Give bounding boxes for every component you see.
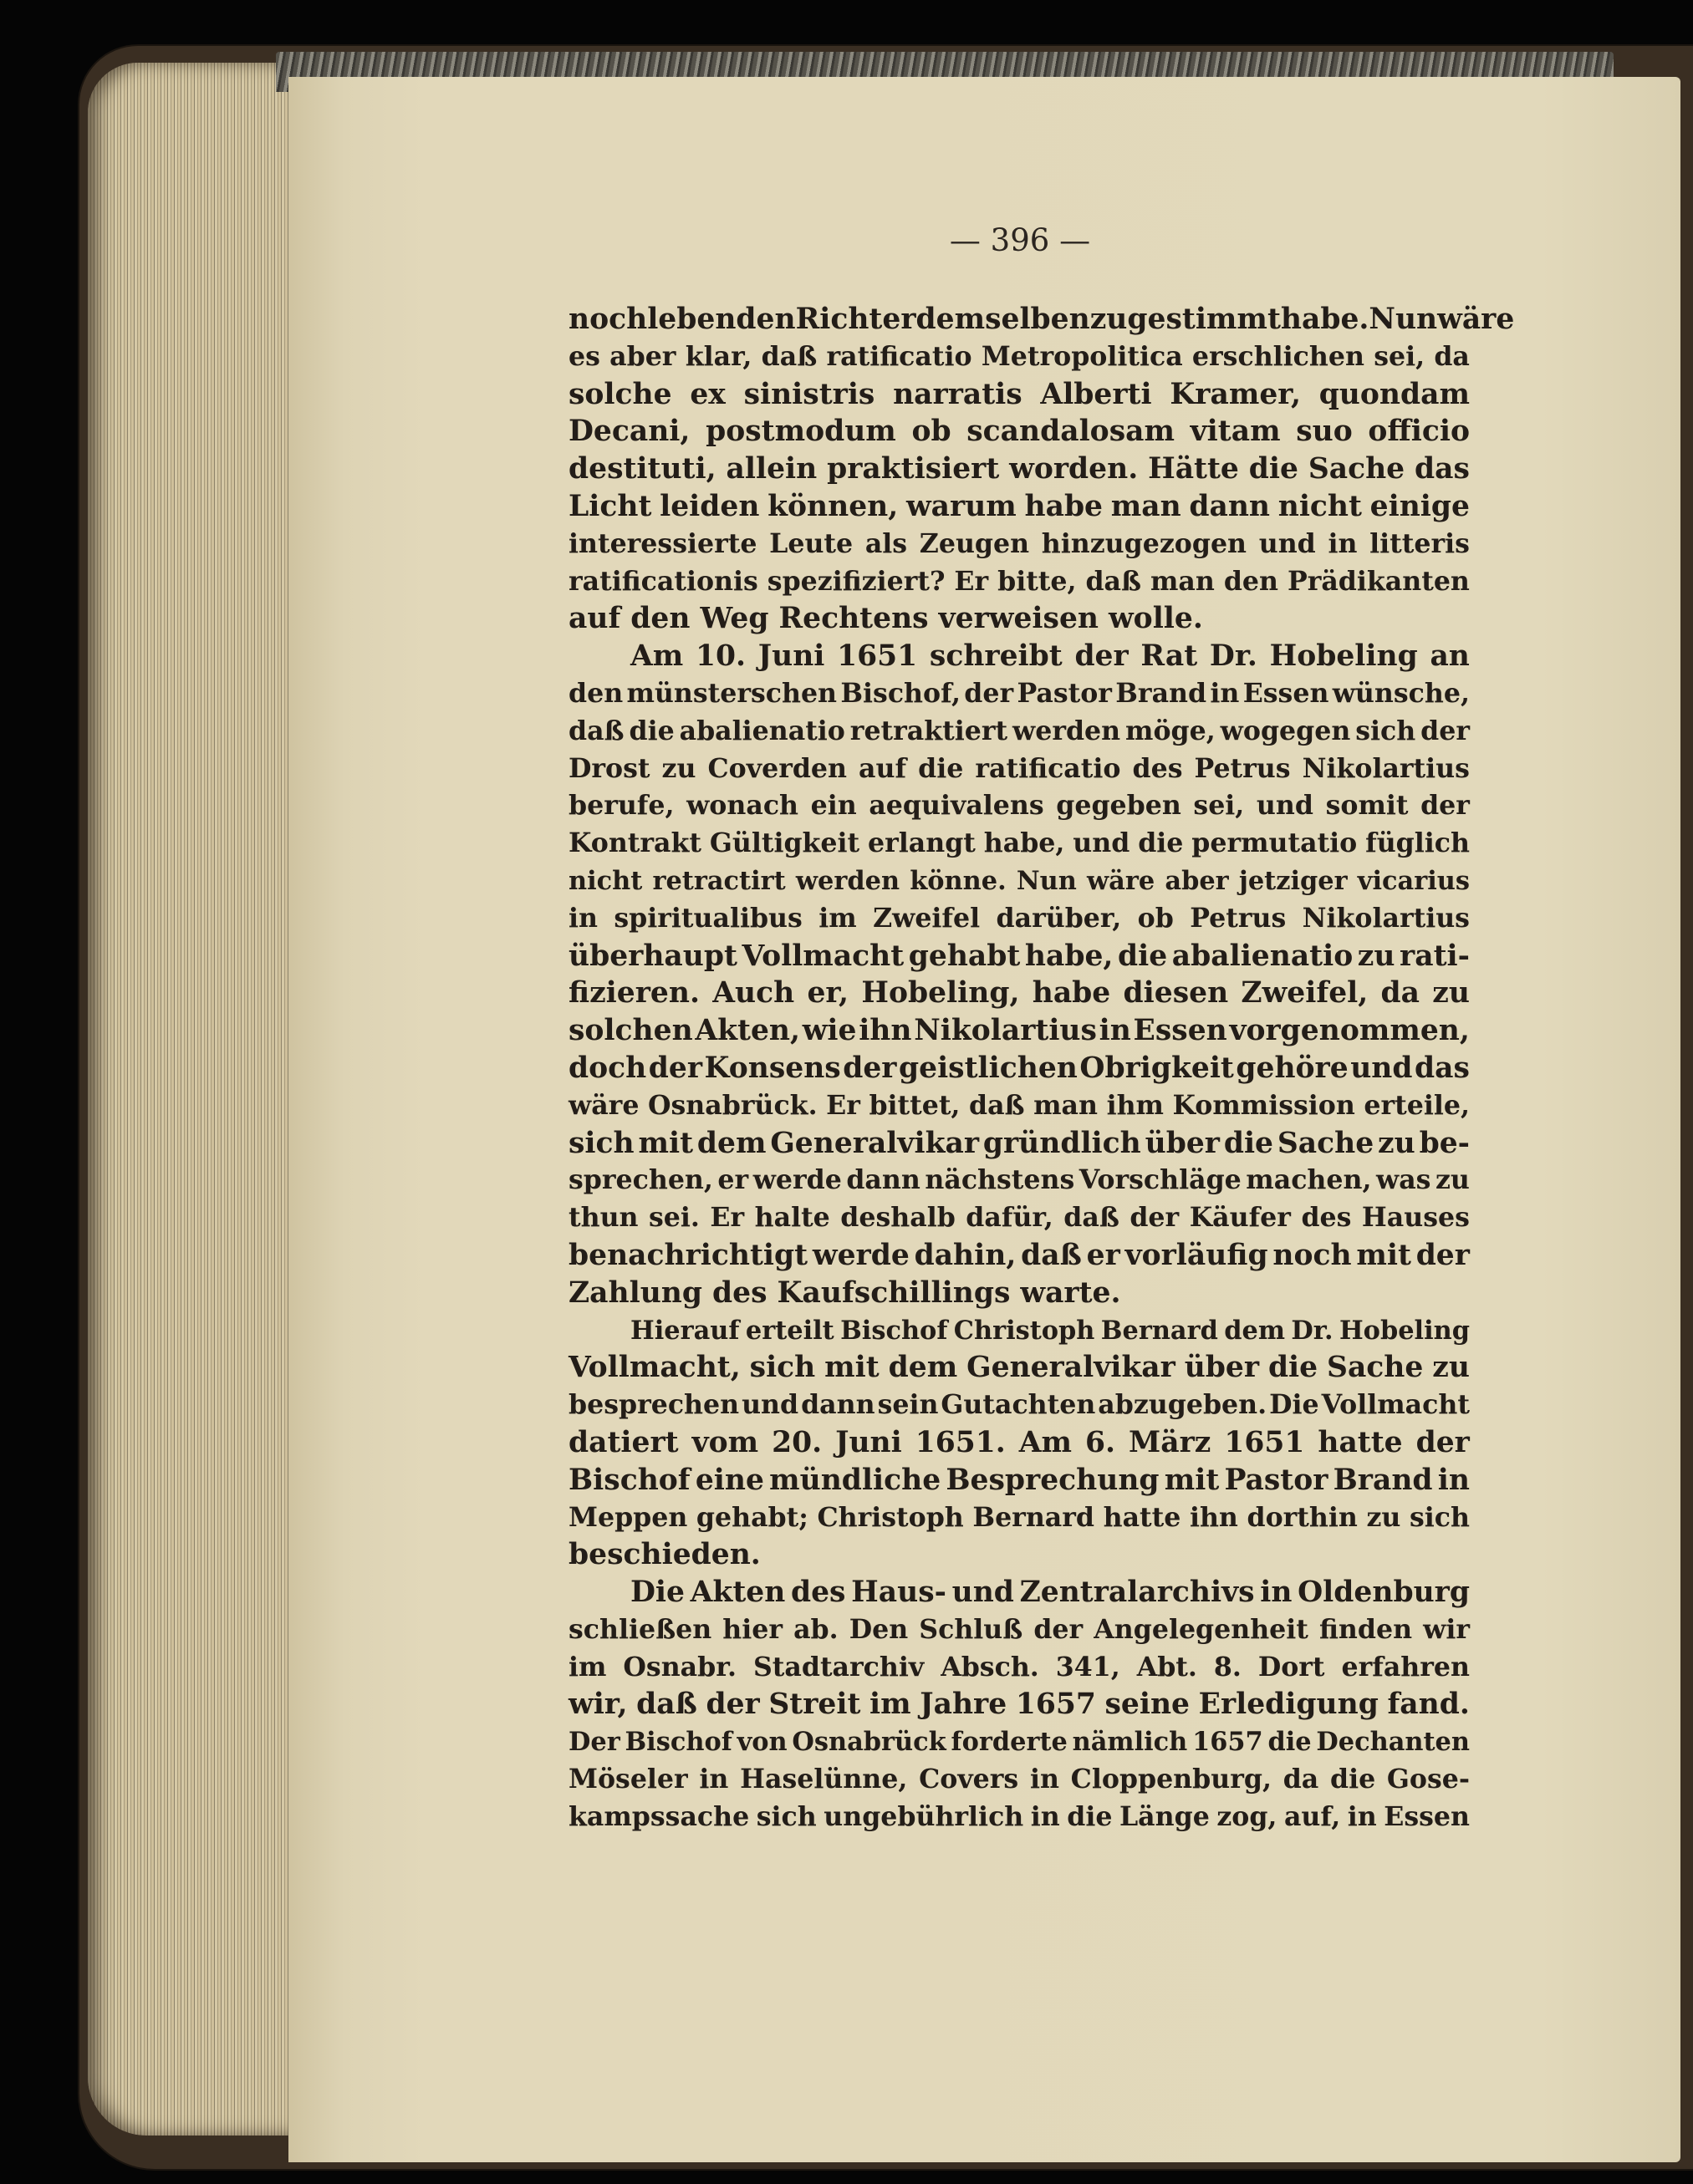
- text-line: Am 10. Juni 1651 schreibt der Rat Dr. Hobeling an: [630, 639, 1470, 674]
- text-line: Meppen gehabt; Christoph Bernard hatte ihn dorthin zu sich: [569, 1501, 1470, 1533]
- text-line: Drost zu Coverden auf die ratificatio des Petrus Nikolartius: [569, 752, 1470, 784]
- text-line: interessierte Leute als Zeugen hinzugezogen und in litteris: [569, 527, 1470, 559]
- text-line: destituti, allein praktisiert worden. Hätte die Sache das: [569, 452, 1470, 486]
- text-line: im Osnabr. Stadtarchiv Absch. 341, Abt. 8. Dort erfahren: [569, 1651, 1470, 1683]
- page-number: — 396 —: [949, 222, 1091, 258]
- text-line: wir, daß der Streit im Jahre 1657 seine Erledigung fand.: [569, 1688, 1470, 1722]
- text-line: solche ex sinistris narratis Alberti Kramer, quondam: [569, 377, 1470, 411]
- text-line: schließen hier ab. Den Schluß der Angelegenheit finden wir: [569, 1613, 1470, 1645]
- text-line: überhaupt Vollmacht gehabt habe, die abalienatio zu rati-: [569, 939, 1470, 973]
- text-line: solchen Akten, wie ihn Nikolartius in Essen vorgenommen,: [569, 1014, 1470, 1048]
- text-line: wäre Osnabrück. Er bittet, daß man ihm Kommission erteile,: [569, 1089, 1470, 1121]
- text-line: Decani, postmodum ob scandalosam vitam suo officio: [569, 415, 1470, 449]
- text-line: datiert vom 20. Juni 1651. Am 6. März 1651 hatte der: [569, 1425, 1470, 1459]
- text-line: Licht leiden können, warum habe man dann nicht einige: [569, 489, 1470, 523]
- text-line: Hierauf erteilt Bischof Christoph Bernard dem Dr. Hobeling: [630, 1315, 1470, 1346]
- text-line: Zahlung des Kaufschillings warte.: [569, 1275, 1121, 1310]
- text-line: Möseler in Haselünne, Covers in Cloppenburg, da die Gose-: [569, 1764, 1470, 1795]
- text-line: sprechen, er werde dann nächstens Vorschläge machen, was zu: [569, 1164, 1470, 1196]
- text-line: Der Bischof von Osnabrück forderte nämlich 1657 die Dechanten: [569, 1727, 1470, 1758]
- text-line: kampssache sich ungebührlich in die Länge zog, auf, in Essen: [569, 1800, 1470, 1832]
- text-line: sich mit dem Generalvikar gründlich über die Sache zu be-: [569, 1126, 1470, 1160]
- text-line: noch lebenden Richter demselben zugestimmt habe. Nun wäre: [569, 303, 1515, 336]
- text-line: Vollmacht, sich mit dem Generalvikar über die Sache zu: [569, 1351, 1470, 1385]
- body-text: [569, 301, 1515, 1836]
- text-line: Kontrakt Gültigkeit erlangt habe, und die permutatio füglich: [569, 827, 1470, 859]
- text-line: in spiritualibus im Zweifel darüber, ob Petrus Nikolartius: [569, 902, 1470, 934]
- text-line: benachrichtigt werde dahin, daß er vorläufig noch mit der: [569, 1238, 1470, 1272]
- text-line: Die Akten des Haus- und Zentralarchivs in Oldenburg: [630, 1576, 1470, 1610]
- page-edges: [88, 63, 305, 2136]
- text-line: nicht retractirt werden könne. Nun wäre aber jetziger vicarius: [569, 865, 1470, 896]
- text-line: berufe, wonach ein aequivalens gegeben sei, und somit der: [569, 790, 1470, 822]
- text-line: den münsterschen Bischof, der Pastor Brand in Essen wünsche,: [569, 677, 1470, 709]
- text-line: fizieren. Auch er, Hobeling, habe diesen Zweifel, da zu: [569, 976, 1470, 1011]
- text-line: auf den Weg Rechtens verweisen wolle.: [569, 602, 1203, 636]
- text-line: beschieden.: [569, 1538, 761, 1572]
- text-line: es aber klar, daß ratificatio Metropolitica erschlichen sei, da: [569, 340, 1470, 372]
- text-line: thun sei. Er halte deshalb dafür, daß der Käufer des Hauses: [569, 1202, 1470, 1234]
- text-line: besprechen und dann sein Gutachten abzugeben. Die Vollmacht: [569, 1389, 1470, 1421]
- text-line: ratificationis spezifiziert? Er bitte, daß man den Prädikanten: [569, 565, 1470, 597]
- text-line: Bischof eine mündliche Besprechung mit Pastor Brand in: [569, 1463, 1470, 1497]
- text-line: daß die abalienatio retraktiert werden möge, wogegen sich der: [569, 715, 1470, 746]
- text-line: doch der Konsens der geistlichen Obrigkeit gehöre und das: [569, 1051, 1470, 1085]
